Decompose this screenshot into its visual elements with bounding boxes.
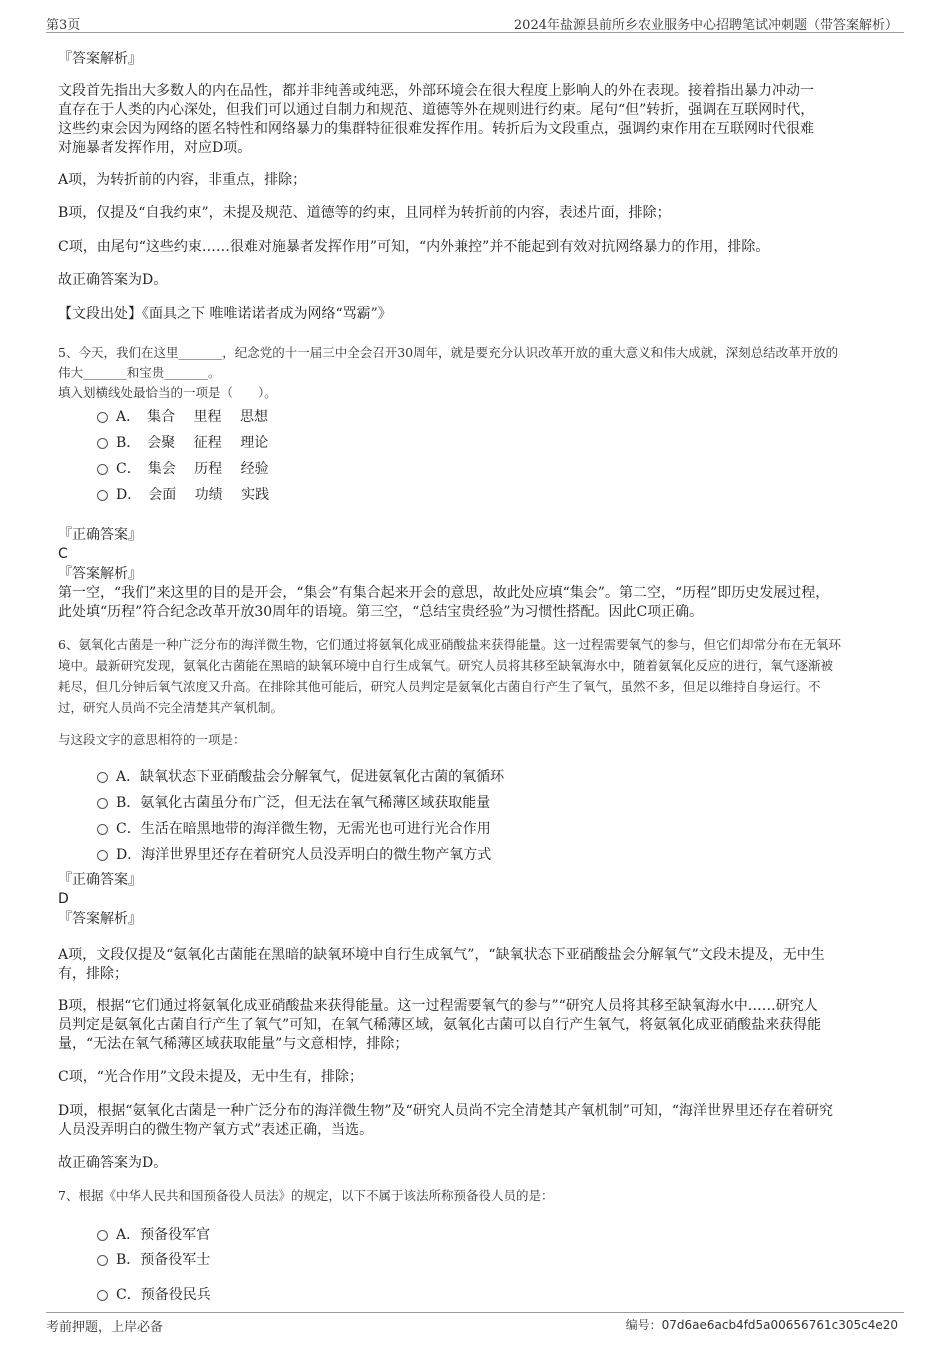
- analysis-label: 『答案解析』: [58, 51, 142, 67]
- option-c[interactable]: C．生活在暗黑地带的海洋微生物，无需光也可进行光合作用: [97, 818, 491, 838]
- radio-icon[interactable]: [97, 490, 108, 501]
- radio-icon[interactable]: [97, 1230, 108, 1241]
- option-b[interactable]: B．氨氧化古菌虽分布广泛，但无法在氧气稀薄区域获取能量: [97, 792, 490, 812]
- analysis-option-b: 量，“无法在氧气稀薄区域获取能量”与文意相悖，排除；: [58, 1036, 409, 1052]
- answer-label: 『正确答案』: [58, 872, 142, 888]
- radio-icon[interactable]: [97, 1290, 108, 1301]
- answer-value: D: [58, 891, 69, 907]
- analysis-text: 第一空，“我们”来这里的目的是开会，“集会”有集合起来开会的意思，故此处应填“集会”。第二空，“历程”即历史发展过程，: [58, 585, 830, 601]
- analysis-option-c: C项，“光合作用”文段未提及，无中生有，排除；: [58, 1069, 364, 1085]
- analysis-option-b: B项，根据“它们通过将氨氧化成亚硝酸盐来获得能量。这一过程需要氧气的参与”“研究人员将其移至缺氧海水中……研究人: [58, 998, 818, 1014]
- radio-icon[interactable]: [97, 464, 108, 475]
- analysis-option-a: 有，排除；: [58, 966, 128, 982]
- option-d[interactable]: D．海洋世界里还存在着研究人员没弄明白的微生物产氧方式: [97, 844, 491, 864]
- analysis-text: 直存在于人类的内心深处，但我们可以通过自制力和规范、道德等外在规则进行约束。尾句“但”转折，强调在互联网时代，: [58, 102, 815, 118]
- analysis-option-d: D项，根据“氨氧化古菌是一种广泛分布的海洋微生物”及“研究人员尚不完全清楚其产氧机制”可知，“海洋世界里还存在着研究: [58, 1103, 834, 1119]
- radio-icon[interactable]: [97, 1255, 108, 1266]
- document-title: 2024年盐源县前所乡农业服务中心招聘笔试冲刺题（带答案解析）: [513, 18, 898, 33]
- question-stem: 5、今天，我们在这里_______，纪念党的十一届三中全会召开30周年，就是要充分认识改革开放的重大意义和伟大成就，深刻总结改革开放的: [58, 345, 839, 360]
- question-stem: 伟大_______和宝贵_______。: [58, 365, 221, 380]
- analysis-option-a: A项，为转折前的内容，非重点，排除；: [58, 172, 307, 188]
- option-d[interactable]: D． 会面 功绩 实践: [97, 484, 269, 504]
- analysis-option-a: A项，文段仅提及“氨氧化古菌能在黑暗的缺氧环境中自行生成氧气”，“缺氧状态下亚硝酸盐会分解氧气”文段未提及，无中生: [58, 947, 825, 963]
- radio-icon[interactable]: [97, 412, 108, 423]
- option-a[interactable]: A． 集合 里程 思想: [97, 406, 268, 426]
- footer-slogan: 考前押题，上岸必备: [46, 1320, 164, 1335]
- question-prompt: 与这段文字的意思相符的一项是：: [58, 732, 246, 747]
- question-prompt: 填入划横线处最恰当的一项是（ ）。: [58, 385, 277, 400]
- option-a[interactable]: A．预备役军官: [97, 1224, 210, 1244]
- analysis-text: 这些约束会因为网络的匿名特性和网络暴力的集群特征很难发挥作用。转折后为文段重点，强调约束作用在互联网时代很难: [58, 121, 814, 137]
- text-source: 【文段出处】《面具之下 唯唯诺诺者成为网络“骂霸”》: [58, 306, 392, 322]
- radio-icon[interactable]: [97, 850, 108, 861]
- analysis-option-d: 人员没弄明白的微生物产氧方式”表述正确，当选。: [58, 1122, 374, 1138]
- document-id: 编号：07d6ae6acb4fd5a00656761c305c4e20: [625, 1318, 898, 1332]
- question-stem: 过，研究人员尚不完全清楚其产氧机制。: [58, 700, 284, 715]
- correct-answer-statement: 故正确答案为D。: [58, 272, 168, 288]
- analysis-option-c: C项，由尾句“这些约束……很难对施暴者发挥作用”可知，“内外兼控”并不能起到有效对抗网络暴力的作用，排除。: [58, 239, 770, 255]
- option-b[interactable]: B． 会聚 征程 理论: [97, 432, 268, 452]
- radio-icon[interactable]: [97, 798, 108, 809]
- question-stem: 7、根据《中华人民共和国预备役人员法》的规定，以下不属于该法所称预备役人员的是：: [58, 1188, 554, 1203]
- option-a[interactable]: A．缺氧状态下亚硝酸盐会分解氧气，促进氨氧化古菌的氧循环: [97, 766, 504, 786]
- analysis-text: 文段首先指出大多数人的内在品性，都并非纯善或纯恶，外部环境会在很大程度上影响人的外在表现。接着指出暴力冲动一: [58, 83, 814, 99]
- page-number: 第3页: [46, 18, 81, 33]
- analysis-text: 对施暴者发挥作用，对应D项。: [58, 140, 252, 156]
- page-footer: [46, 1312, 904, 1335]
- option-c[interactable]: C． 集会 历程 经验: [97, 458, 269, 478]
- analysis-label: 『答案解析』: [58, 566, 142, 582]
- question-stem: 境中。最新研究发现，氨氧化古菌能在黑暗的缺氧环境中自行生成氧气。研究人员将其移至缺氧海水中，随着氨氧化反应的进行，氧气逐渐被: [58, 658, 834, 673]
- question-stem: 耗尽，但几分钟后氧气浓度又升高。在排除其他可能后，研究人员判定是氨氧化古菌自行产生了氧气，虽然不多，但足以维持自身运行。不: [58, 679, 821, 694]
- page-header: [46, 12, 904, 33]
- correct-answer-statement: 故正确答案为D。: [58, 1155, 168, 1171]
- option-b[interactable]: B．预备役军士: [97, 1249, 210, 1269]
- answer-label: 『正确答案』: [58, 527, 142, 543]
- analysis-option-b: 员判定是氨氧化古菌自行产生了氧气”可知，在氧气稀薄区域，氨氧化古菌可以自行产生氧气，将氨氧化成亚硝酸盐来获得能: [58, 1017, 822, 1033]
- radio-icon[interactable]: [97, 772, 108, 783]
- analysis-label: 『答案解析』: [58, 911, 142, 927]
- radio-icon[interactable]: [97, 824, 108, 835]
- question-stem: 6、氨氧化古菌是一种广泛分布的海洋微生物，它们通过将氨氧化成亚硝酸盐来获得能量。这一过程需要氧气的参与，但它们却常分布在无氧环: [58, 637, 841, 652]
- answer-value: C: [58, 546, 68, 562]
- analysis-option-b: B项，仅提及“自我约束”，未提及规范、道德等的约束，且同样为转折前的内容，表述片面，排除；: [58, 205, 671, 221]
- analysis-text: 此处填“历程”符合纪念改革开放30周年的语境。第三空，“总结宝贵经验”为习惯性搭配。因此C项正确。: [58, 604, 704, 620]
- radio-icon[interactable]: [97, 438, 108, 449]
- option-c[interactable]: C．预备役民兵: [97, 1284, 211, 1304]
